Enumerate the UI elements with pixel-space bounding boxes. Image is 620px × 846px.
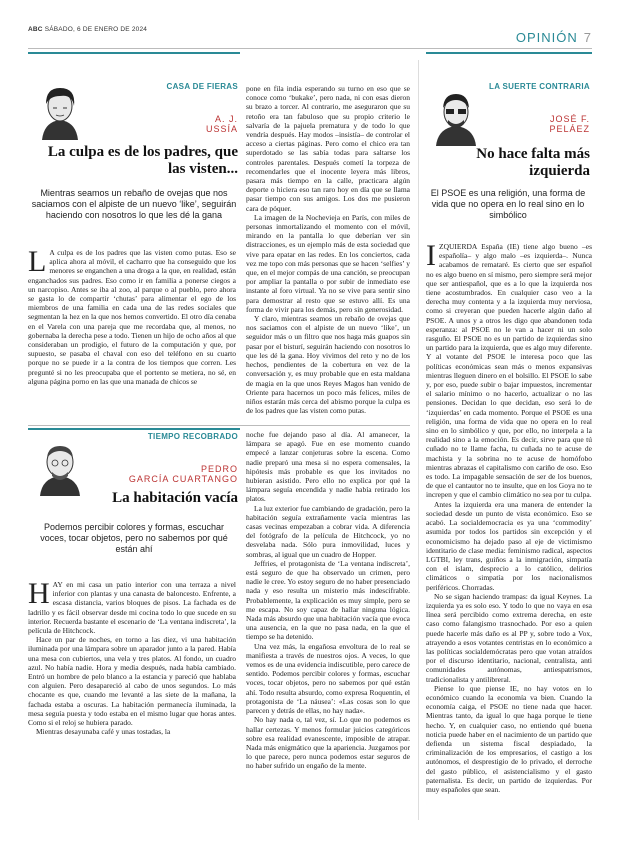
paragraph: La imagen de la Nochevieja en París, con miles de personas inmortalizando el momento con el móvil, mirando en la pantalla lo que deberían ver sin distracciones, es un ejemplo más de esta sociedad que vive para epatar en las redes. En los conciertos, cada vez me topo con más personas que se hacen ‘selfies’ y que, en el mejor compás de una canción, se preocupan por ampliar la pantalla o por subir de inmediato ese instante al foro virtual. Ya no se vive para sentir sino para demostrar al resto que se estuvo allí. Es una forma de vivir para los demás, pero sin generosidad. xyxy=(246,212,410,314)
article-deck: Mientras seamos un rebaño de ovejas que nos saciamos con el alpiste de un nuevo ‘like’, seguirán haciendo con nosotros lo que les dé la gana xyxy=(31,188,237,220)
article-body-part-2 xyxy=(246,430,410,842)
author-portrait xyxy=(430,88,482,148)
page-number: 7 xyxy=(583,30,592,45)
section-name: OPINIÓN xyxy=(515,30,578,45)
paragraph: AY en mi casa un patio interior con una terraza a nivel inferior con plantas y una canasta de baloncesto. Enfrente, a escasa distancia, varios bloques de pisos. La fachada es de ladrillo y es fácil observar desde mi cocina todo lo que sucede en su interior. Recuerda bastante el escenario de ‘La ventana indiscreta’, la película de Hitchcock. xyxy=(28,580,236,636)
author-portrait xyxy=(34,82,86,142)
author-portrait-drawing xyxy=(430,88,482,148)
page-header-right xyxy=(516,30,592,45)
paragraph: No hay nada o, tal vez, sí. Lo que no podemos es hallar certezas. Y menos formular juicios categóricos sobre esa realidad evanescente, imposible de atrapar. Nada más enigmático que la apariencia. Juzgamos por lo que parece, pero nunca podemos estar seguros de no haber sufrido un engaño de la mente. xyxy=(246,715,410,771)
article-headline: La habitación vacía xyxy=(112,490,238,506)
article-tiempo-recobrado xyxy=(28,428,410,846)
section-label: LA SUERTE CONTRARIA xyxy=(489,82,590,91)
paragraph: pone en fila india esperando su turno en eso que se conoce como ‘bukake’, pero nada, ni con esas dieron su brazo a torcer. Al contrario, me aseguraron que su retoño era tan fabuloso que su propio criterio le salvaría de la pajuela prematura y de todo lo que vendría después. Hay modos –insistía– de controlar el acceso a ciertas páginas. Pero como el chico era tan superdotado se las sabía todas para saltarse los controles parentales. Después cometí la torpeza de recomendarles que el inocente leyera más libros, pasara más tiempo en la calle, practicara algún deporte o hiciera eso tan raro hoy en día que se llama pasar tiempo con sus amigos. Los dos me pusieron cara de póquer. xyxy=(246,84,410,213)
article-deck: Podemos percibir colores y formas, escuchar voces, tocar objetos, pero no sabemos por qué están ahí xyxy=(40,522,228,554)
paragraph: Hace un par de noches, en torno a las diez, vi una habitación iluminada por una lámpara sobre un aparador junto a la pared. Había una mesa con cubiertos, una vela y tres platos. Al fondo, un cuadro azul. No había nadie. Hora y media después, nada había cambiado. Entró un hombre de pelo blanco a la estancia y pareció que hablaba con alguien. Pero desapareció al cabo de unos segundos. Lo más chocante es que, cuando me levanté a las siete de la mañana, la fachada estaba a oscuras. La habitación permanecía iluminada, la mesa seguía puesta y todo estaba en el mismo lugar que horas antes. Como si el reloj se hubiera parado. xyxy=(28,635,236,728)
paragraph: Jeffries, el protagonista de ‘La ventana indiscreta’, está seguro de que ha observado un crimen, pero nadie le cree. Yo estoy seguro de no haber presenciado nada y eso resulta un misterio más indescifrable. Probablemente, la explicación es muy simple, pero se me escapa. No soy capaz de hallar ninguna lógica. Nada más absurdo que una habitación vacía que evoca una ausencia, en la que no pasa nada, en la que el tiempo se ha detenido. xyxy=(246,558,410,642)
drop-cap: H xyxy=(28,577,50,610)
author-byline xyxy=(486,114,590,134)
author-last-name: USSÍA xyxy=(205,124,238,134)
section-label: TIEMPO RECOBRADO xyxy=(147,432,238,441)
paragraph: Piense lo que piense IE, no hay votos en lo económico cuando la economía va bien. Cuando la economía caiga, el PSOE no tiene nada que hacer. Mientras tanto, da igual lo que haga porque le tiene hecho. Y, en cualquier caso, no entiendo qué buena noticia puede haber en el nacimiento de un partido que defienda un sistema fiscal despiadado, la criminalización de los empresarios, el castigo a los autónomos, el desprestigio de lo privado, el derroche del gasto público, el asistencialismo y el gasto paternalista. Es decir, un partido de izquierdas. Por muy españoles que sean. xyxy=(426,683,592,794)
author-last-name: GARCÍA CUARTANGO xyxy=(128,474,238,484)
drop-cap: L xyxy=(28,245,47,278)
article-body-part-2 xyxy=(246,84,410,416)
page-header-left xyxy=(28,26,147,33)
article-headline: La culpa es de los padres, que las visten... xyxy=(47,144,238,177)
section-accent-rule xyxy=(28,52,240,54)
drop-cap: I xyxy=(426,239,436,272)
paragraph: Una vez más, la engañosa envoltura de lo real se manifiesta a través de nuestros ojos. A veces, lo que vemos es de una evidencia indiscutible, pero carece de sentido. Podemos percibir colores y formas, escuchar voces, tocar objetos, pero no sabemos por qué están ahí. Todo resulta absurdo, como expresa Roquentin, el protagonista de ‘La náusea’: «Las cosas son lo que parecen y detrás de ellas, no hay nada». xyxy=(246,641,410,716)
article-deck: El PSOE es una religión, una forma de vida que no opera en lo real sino en lo simbólico xyxy=(430,188,586,220)
author-portrait-drawing xyxy=(34,82,86,142)
section-accent-rule xyxy=(28,428,240,430)
author-portrait xyxy=(34,438,86,498)
article-body-part-1 xyxy=(28,245,236,404)
author-first-name: JOSÉ F. xyxy=(549,114,590,124)
paragraph: Antes la izquierda era una manera de entender la sociedad desde un punto de vista económico. Eso se acabó. La socialdemocracia es ya una ‘commodity’ asumida por todos los partidos sin excepción y el economicismo ha dejado paso al eje de victimismo identitario de clase media: feminismo radical, aspectos LGTBI, ley trans, guiños a la inmigración, simpatía con el islam, desprecio a lo católico, delirios climáticos o simpatía por los nacionalismos periféricos. Chorradas. xyxy=(426,499,592,592)
author-first-name: A. J. xyxy=(214,114,238,124)
article-casa-de-fieras xyxy=(28,52,410,416)
article-la-suerte-contraria xyxy=(426,52,592,842)
paragraph: Mientras desayunaba café y unas tostadas, la xyxy=(36,727,171,737)
paragraph: A culpa es de los padres que las visten como putas. Eso se aplica ahora al móvil, el cacharro que ha conseguido que los menores se enganchen a una droga a la que, en realidad, están enganchados sus padres. Eso como ir en familia a ponerse ciegos a un narcopiso. Antes se iba al zoo, al parque o al pueblo, pero ahora se gasta lo de compartir ‘chutas’ para alimentar el ego de los miembros de una familia en cada una de las redes sociales que segmentan la hez en la que nos hemos convertido. El otro día cenaba en el Varela con una pareja que me recordaba que, al menos, no gobernaba la derecha pese a todo. Tienen un hijo de ocho años al que consideraban un prodigio, el futuro de la computación y que, por supuesto, se pasaba el chaval con eso del teléfono en su cuarto porque no se puede ir a la contra de los tiempos que corren. Les pregunté si no les preocupaba que el portento se metiera, no sé, en alguna página porno en las que una manada de chicos se xyxy=(28,248,236,386)
article-headline: No hace falta más izquierda xyxy=(476,146,590,179)
paragraph: noche fue dejando paso al día. Al amanecer, la lámpara se apagó. Fue en ese momento cuando empecé a lanzar conjeturas sobre la escena. Como nadie preparó una mesa si no espera comensales, la hipótesis más probable es que los invitados no hubieran asistido. Pero ello no explica por qué la lámpara seguía encendida y nadie había retirado los platos. xyxy=(246,430,410,504)
paragraph: ZQUIERDA España (IE) tiene algo bueno –es españolía– y algo malo –es izquierda–. Nunca acabamos de remataré. Es cierto que ser español no es algo bueno en sí mismo, pero siempre será mejor que ser antiespañol, que es a lo que la izquierda nos tiene acostumbrados. En cualquier caso veo a la derecha muy contenta y a la izquierda muy nerviosa, como si creyeran que pueden hacerle algún daño al PSOE. A unos y a otros les digo que abandonen toda esperanza: al PSOE no le van a hacer ni un solo rasguño. El PSOE no es un partido de izquierdas sino un partido para la izquierda, que es algo muy diferente. Y al votante del PSOE le interesa poco que las políticas económicas sean más o menos expansivas mientras lleguen dinero en el bolsillo. El PSOE lo sabe y, por eso, puede subir o bajar impuestos, incrementar el salario mínimo o no hacerlo, actualizar o no las pensiones. Decidan lo que decidan, eso será lo de ‘izquierdas’ en cada momento. Porque el PSOE es una religión, una forma de vida que no opera en lo real sino en lo simbólico y que, por ello, no interpela a la realidad sino a la emoción. Es decir, sirve para que tú cuñado no te llame facha, tu cuñada no te acuse de machista y la sobrina no te acuse de homófobo mientras abrazas el capitalismo con cariño de oso. Eso es todo. La impagable sensación de ser de los buenos, de que el cantautor no te insulte, que en los Goya no te increpen y que el cambio climático no sea por tu culpa. xyxy=(426,242,592,500)
column-divider xyxy=(418,60,419,820)
author-first-name: PEDRO xyxy=(200,464,238,474)
author-last-name: PELÁEZ xyxy=(549,124,590,134)
issue-date: SÁBADO, 6 DE ENERO DE 2024 xyxy=(44,26,148,33)
author-portrait-drawing xyxy=(34,438,86,498)
author-byline xyxy=(88,114,238,134)
paragraph: La luz exterior fue cambiando de gradación, pero la habitación seguía extrañamente vacía mientras las casas vecinas empezaban a cobrar vida. A diferencia del fotógrafo de la película de Hitchcock, yo no desvelaba nada. Sólo pura inmovilidad, luces y sombras, al igual que un cuadro de Hopper. xyxy=(246,503,410,559)
article-body xyxy=(426,239,592,842)
brand-name: ABC xyxy=(28,26,43,33)
header-rule xyxy=(28,48,592,49)
paragraph: No se sigan haciendo trampas: da igual Keynes. La izquierda ya es solo eso. Y todo lo que no vaya en esa línea será percibido como extrema derecha, en este caso como falangismo trasnochado. Por eso a quien puede hacerle más daño es al PP y, sobre todo a Vox, atrayendo a esos votantes centristas en lo económico a las políticas socialdemócratas pero que votan atraídos por el discurso identitario, nacional, centralista, anti comunidades autónomas, antiespatrismos, tradicionalista y antilibreral. xyxy=(426,591,592,684)
article-separator xyxy=(28,425,410,426)
section-label: CASA DE FIERAS xyxy=(166,82,238,91)
author-byline xyxy=(88,464,238,484)
paragraph: Y claro, mientras seamos un rebaño de ovejas que nos saciamos con el alpiste de un nuevo ‘like’, un seguidor más o un filtro que nos haga más guapos sin pasar por el bisturí, seguirán haciendo con nosotros lo que les dé la gana. Hoy vivimos del reto y no de los hechos, pendientes de la cobertura en vez de la conversación y, es muy probable que en esta maldana de magia en la que unos Reyes Magos han venido de Oriente para hacernos un poco más felices, miles de niños estarán más cerca del abismo porque la culpa es de los padres que las visten como putas. xyxy=(246,314,410,416)
section-accent-rule xyxy=(426,52,592,54)
article-body-part-1 xyxy=(28,577,236,840)
